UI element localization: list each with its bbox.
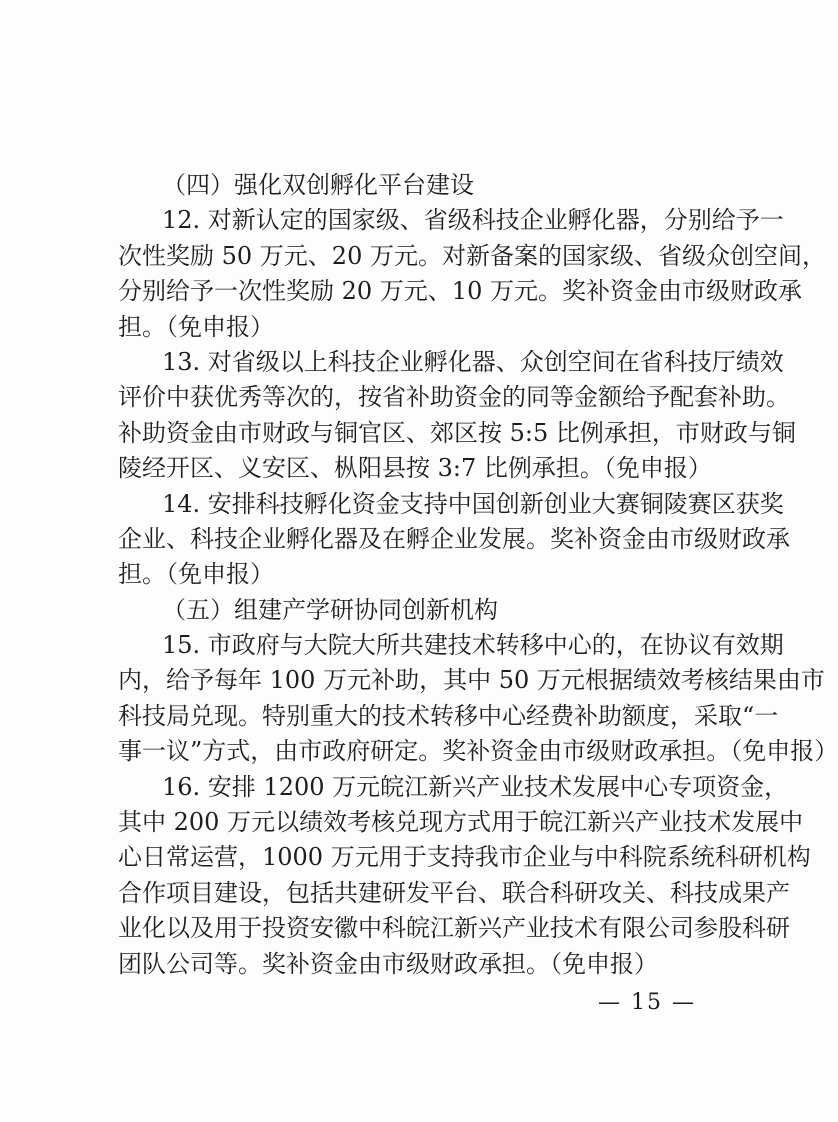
page-number: — 15 — <box>598 990 696 1015</box>
paragraph-line: 陵经开区、义安区、枞阳县按 3:7 比例承担。（免申报） <box>118 454 712 483</box>
paragraph-line: 业化以及用于投资安徽中科皖江新兴产业技术有限公司参股科研 <box>118 914 790 943</box>
paragraph-line: 科技局兑现。特别重大的技术转移中心经费补助额度，采取“一 <box>118 701 779 730</box>
paragraph-line: 14. 安排科技孵化资金支持中国创新创业大赛铜陵赛区获奖 <box>162 489 784 518</box>
paragraph-line: 担。（免申报） <box>118 312 274 341</box>
paragraph-line: 分别给予一次性奖励 20 万元、10 万元。奖补资金由市级财政承 <box>118 277 802 306</box>
paragraph-line: 13. 对省级以上科技企业孵化器、众创空间在省科技厅绩效 <box>162 347 784 376</box>
paragraph-line: 事一议”方式，由市政府研定。奖补资金由市级财政承担。（免申报） <box>118 737 838 766</box>
paragraph-line: 16. 安排 1200 万元皖江新兴产业技术发展中心专项资金， <box>162 772 789 801</box>
section-heading: （五）组建产学研协同创新机构 <box>162 595 498 624</box>
paragraph-line: 内，给予每年 100 万元补助，其中 50 万元根据绩效考核结果由市 <box>118 666 825 695</box>
document-body <box>118 168 838 982</box>
paragraph-line: 15. 市政府与大院大所共建技术转移中心的，在协议有效期 <box>162 631 784 660</box>
paragraph-line: 企业、科技企业孵化器及在孵企业发展。奖补资金由市级财政承 <box>118 524 790 553</box>
paragraph-line: 担。（免申报） <box>118 560 274 589</box>
paragraph-line: 合作项目建设，包括共建研发平台、联合科研攻关、科技成果产 <box>118 878 790 907</box>
paragraph-line: 团队公司等。奖补资金由市级财政承担。（免申报） <box>118 949 658 978</box>
section-heading: （四）强化双创孵化平台建设 <box>162 171 474 199</box>
paragraph-line: 心日常运营，1000 万元用于支持我市企业与中科院系统科研机构 <box>118 843 811 872</box>
paragraph-line: 其中 200 万元以绩效考核兑现方式用于皖江新兴产业技术发展中 <box>118 808 804 837</box>
paragraph-line: 12. 对新认定的国家级、省级科技企业孵化器，分别给予一 <box>162 206 784 235</box>
paragraph-line: 次性奖励 50 万元、20 万元。对新备案的国家级、省级众创空间， <box>118 241 826 270</box>
paragraph-line: 补助资金由市财政与铜官区、郊区按 5:5 比例承担，市财政与铜 <box>118 418 796 447</box>
paragraph-line: 评价中获优秀等次的，按省补助资金的同等金额给予配套补助。 <box>118 383 790 412</box>
